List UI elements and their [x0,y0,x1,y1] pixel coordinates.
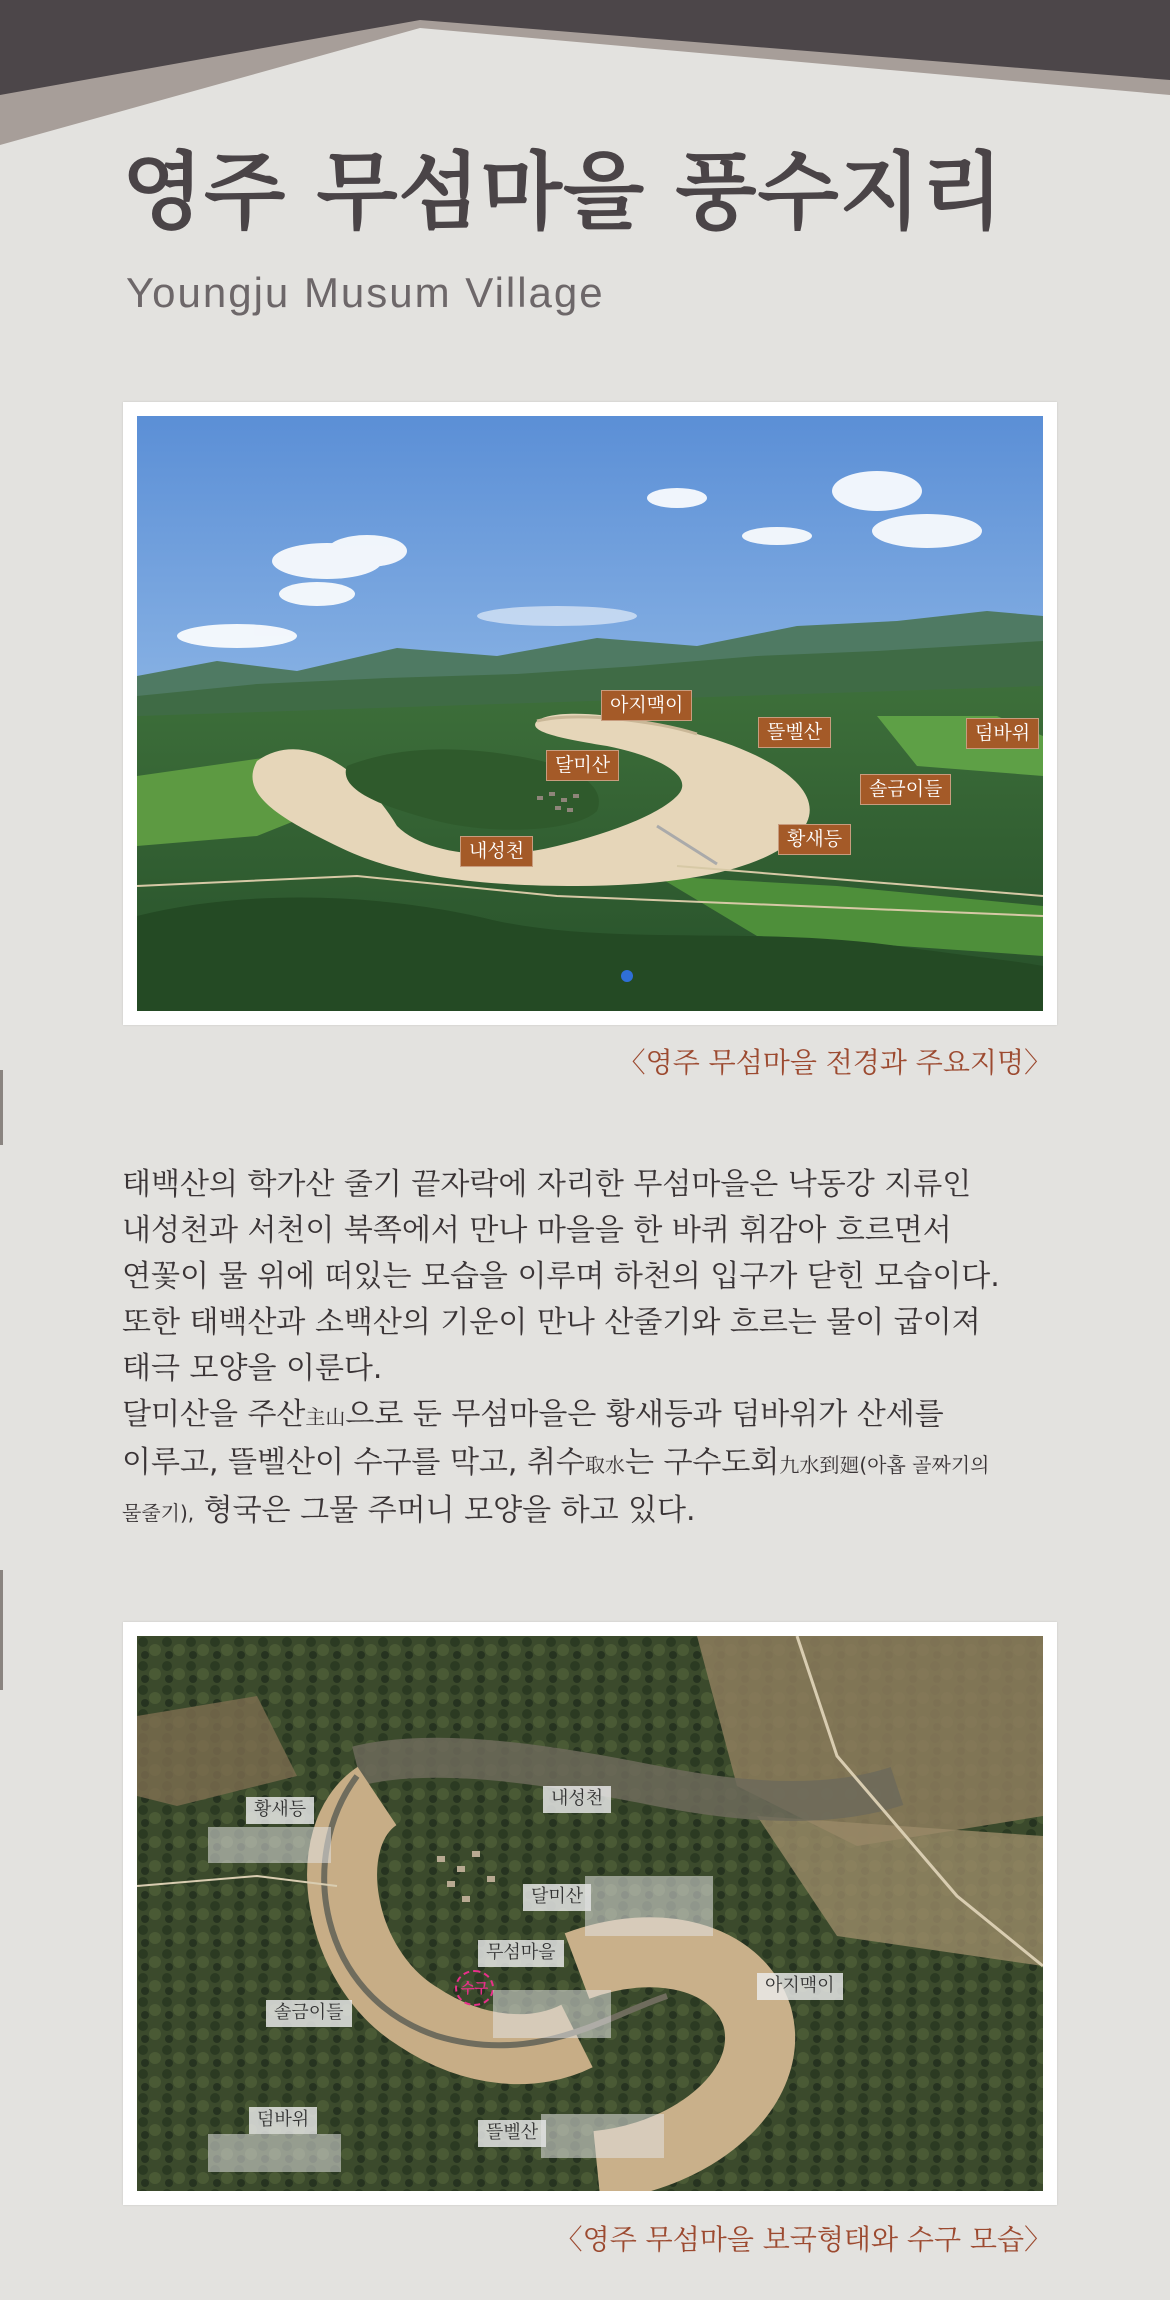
header-band [0,0,1170,150]
text-span: 형국은 그물 주머니 모양을 하고 있다. [194,1493,696,1528]
description-text [122,1162,1062,1536]
map-label-deombawi: 덤바위 [249,2107,317,2134]
paragraph-line: 내성천과 서천이 북쪽에서 만나 마을을 한 바퀴 휘감아 흐르면서 [122,1213,952,1248]
paragraph-line [122,1488,1062,1536]
map-note [493,1990,611,2038]
text-span: 달미산을 주산 [122,1397,306,1432]
photo1-caption: 〈영주 무섬마을 전경과 주요지명〉 [617,1046,1052,1079]
label-ttubelsan: 뜰벨산 [758,717,831,748]
hanja-span: 九水到廻 [779,1453,860,1477]
paragraph-line: 태극 모양을 이룬다. [122,1351,383,1386]
satellite-photo [123,1622,1057,2205]
map-label-solgeumideul: 솔금이들 [266,2000,352,2027]
map-label-naeseongcheon: 내성천 [543,1786,611,1813]
hanja-span: 取水 [584,1453,625,1477]
aerial-landscape-image [137,416,1043,1011]
map-note [208,1827,331,1863]
map-label-ttubelsan: 뜰벨산 [478,2120,546,2147]
text-span: 이루고, 뜰벨산이 수구를 막고, 취수 [122,1445,585,1480]
page-title: 영주 무섬마을 풍수지리 [122,143,1004,241]
label-hwangsaedeung: 황새등 [778,824,851,855]
map-label-dalmisan: 달미산 [523,1884,591,1911]
paragraph-line: 또한 태백산과 소백산의 기운이 만나 산줄기와 흐르는 물이 굽이져 [122,1305,981,1340]
paragraph-line [122,1440,1062,1488]
landscape-photo [123,402,1057,1025]
label-dalmisan: 달미산 [546,750,619,781]
label-deombawi: 덤바위 [966,718,1039,749]
map-note [585,1876,713,1936]
note-span: (아홉 골짜기의 [859,1453,990,1477]
page-subtitle: Youngju Musum Village [126,269,605,316]
map-label-hwangsaedeung: 황새등 [246,1797,314,1824]
paragraph-line [122,1392,1062,1440]
label-naeseongcheon: 내성천 [460,836,533,867]
map-note [541,2114,664,2158]
edge-marker [0,1070,3,1145]
note-span: 물줄기), [122,1501,195,1525]
map-note [208,2134,341,2172]
edge-marker [0,1570,3,1690]
text-span: 으로 둔 무섬마을은 황새등과 덤바위가 산세를 [345,1397,944,1432]
photo2-caption: 〈영주 무섬마을 보국형태와 수구 모습〉 [554,2223,1052,2256]
paragraph-line: 태백산의 학가산 줄기 끝자락에 자리한 무섬마을은 낙동강 지류인 [122,1167,972,1202]
hanja-span: 主山 [305,1405,346,1429]
map-label-ajimaegi: 아지맥이 [757,1973,843,2000]
map-label-sugu: 수구 [455,1970,494,2006]
label-solgeumideul: 솔금이들 [860,774,951,805]
paragraph-line: 연꽃이 물 위에 떠있는 모습을 이루며 하천의 입구가 닫힌 모습이다. [122,1259,1000,1294]
text-span: 는 구수도회 [624,1445,780,1480]
label-ajimaegi: 아지맥이 [601,690,692,721]
map-label-museommaeul: 무섬마을 [478,1940,564,1967]
